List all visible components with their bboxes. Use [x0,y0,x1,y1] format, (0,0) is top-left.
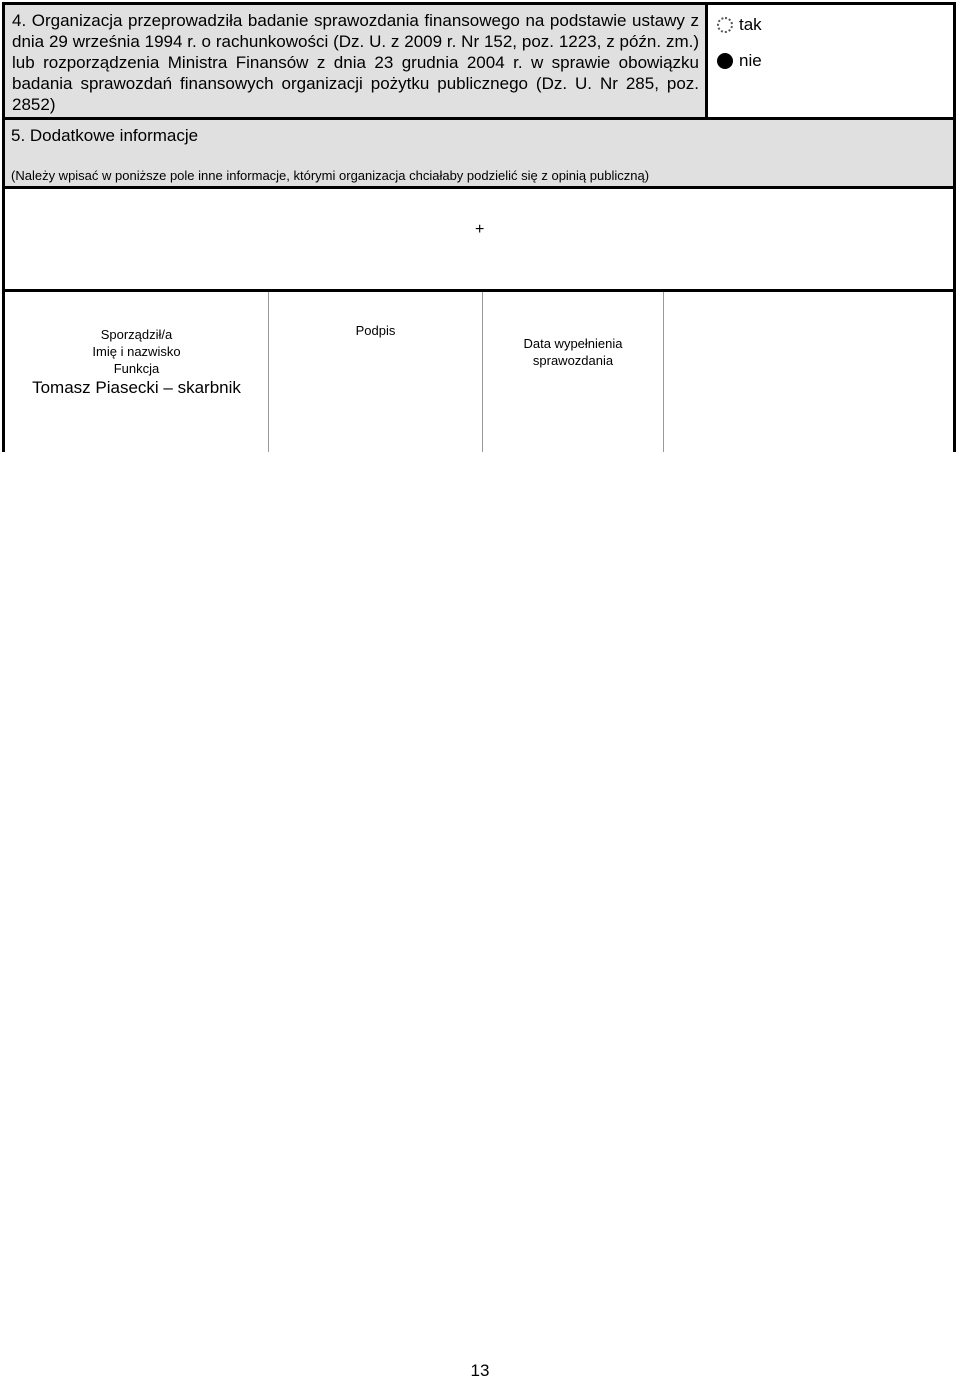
additional-info-content: + [475,221,485,238]
signature-table [2,289,956,452]
section-4-text: 4. Organizacja przeprowadziła badanie sprawozdania finansowego na podstawie ustawy z dnia 29 września 1994 r. o rachunkowości (Dz. U. z 2009 r. Nr 152, poz. 1223, z późn. zm.) lub rozporządzenia Ministra Finansów z dnia 23 grudnia 2004 r. w sprawie obowiązku badania sprawozdań finansowych organizacji pożytku publicznego (Dz. U. Nr 285, poz. 2852) [12,11,699,114]
option-tak-label: tak [739,15,762,34]
date-value-cell[interactable] [664,292,956,452]
person-name: Tomasz Piasecki – skarbnik [32,378,241,397]
date-label-cell [483,292,664,452]
prepared-by-label: Sporządził/a [100,327,173,342]
name-label: Imię i nazwisko [92,344,181,359]
signature-label: Podpis [355,323,396,338]
radio-checked-icon[interactable] [717,53,733,69]
section-5-header [2,117,956,189]
section-5-title: 5. Dodatkowe informacje [11,126,199,145]
prepared-by-cell [5,292,269,452]
function-label: Funkcja [113,361,160,376]
section-4-question [2,2,708,120]
option-nie[interactable] [717,51,762,71]
option-tak[interactable] [717,15,762,35]
signature-cell [269,292,483,452]
date-label-line2: sprawozdania [532,353,614,368]
radio-unchecked-icon[interactable] [717,17,733,33]
date-label-line1: Data wypełnienia [523,336,623,351]
page-number: 13 [470,1361,490,1380]
option-nie-label: nie [739,51,762,70]
section-5-instruction: (Należy wpisać w poniższe pole inne informacje, którymi organizacja chciałaby podzielić się z opinią publiczną) [11,168,650,183]
additional-info-field[interactable] [2,186,956,292]
section-4-answers [705,2,956,120]
